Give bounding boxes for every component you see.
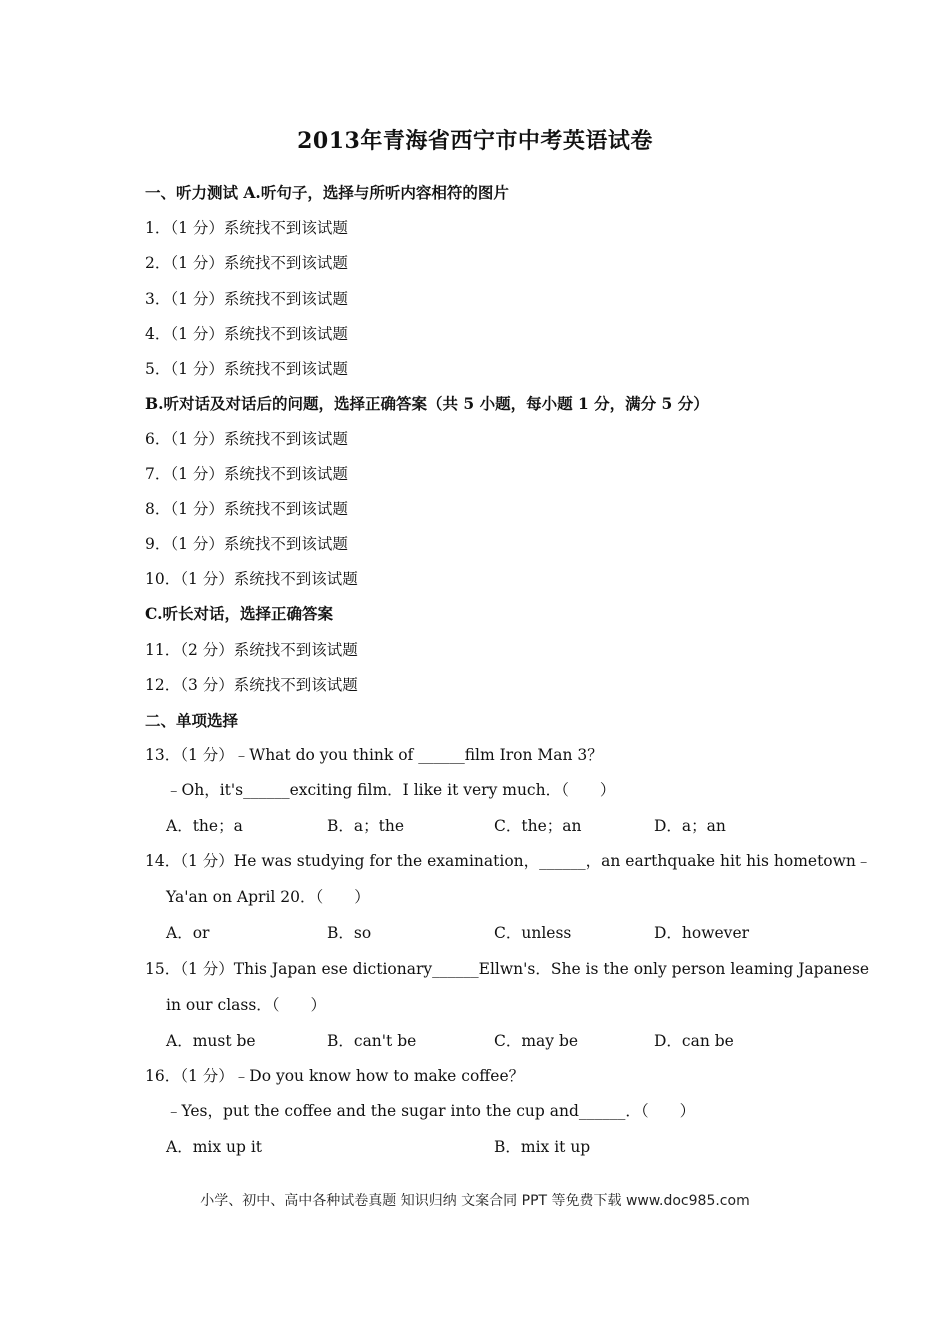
section-heading-listening-c: C.听长对话，选择正确答案 xyxy=(145,604,333,623)
question-3: 3．（1 分）系统找不到该试题 xyxy=(145,290,348,308)
question-13-stem-continued: ﹣Oh，it's______exciting film．I like it very much．（ ） xyxy=(166,781,616,799)
question-16-option-a: A．mix up it xyxy=(166,1138,263,1156)
question-15-option-a: A．must be xyxy=(166,1032,256,1050)
question-14-stem: 14．（1 分）He was studying for the examination，______，an earthquake hit his hometown﹣ xyxy=(145,852,872,870)
question-9: 9．（1 分）系统找不到该试题 xyxy=(145,535,348,553)
question-16-stem: 16．（1 分）﹣Do you know how to make coffee？ xyxy=(145,1067,525,1085)
question-16-option-b: B．mix it up xyxy=(494,1138,591,1156)
question-4: 4．（1 分）系统找不到该试题 xyxy=(145,325,348,343)
section-heading-listening-a: 一、听力测试 A.听句子，选择与所听内容相符的图片 xyxy=(145,183,509,202)
question-15-option-c: C．may be xyxy=(494,1032,579,1050)
question-14-option-b: B．so xyxy=(327,924,372,942)
question-14-option-c: C．unless xyxy=(494,924,572,942)
question-1: 1．（1 分）系统找不到该试题 xyxy=(145,219,348,237)
question-15-stem: 15．（1 分）This Japan ese dictionary______Ellwn's．She is the only person leaming Japanese xyxy=(145,960,870,978)
question-14-option-a: A．or xyxy=(166,924,210,942)
page-title: 2013年青海省西宁市中考英语试卷 xyxy=(297,128,653,154)
question-13-option-c: C．the；an xyxy=(494,817,582,835)
question-2: 2．（1 分）系统找不到该试题 xyxy=(145,254,348,272)
question-13-option-d: D．a；an xyxy=(654,817,726,835)
question-15-stem-continued: in our class．（ ） xyxy=(166,996,327,1014)
question-15-option-b: B．can't be xyxy=(327,1032,417,1050)
question-5: 5．（1 分）系统找不到该试题 xyxy=(145,360,348,378)
question-6: 6．（1 分）系统找不到该试题 xyxy=(145,430,348,448)
question-10: 10．（1 分）系统找不到该试题 xyxy=(145,570,358,588)
question-15-option-d: D．can be xyxy=(654,1032,734,1050)
question-13-option-b: B．a；the xyxy=(327,817,405,835)
question-8: 8．（1 分）系统找不到该试题 xyxy=(145,500,348,518)
section-heading-multiple-choice: 二、单项选择 xyxy=(145,711,239,730)
question-12: 12．（3 分）系统找不到该试题 xyxy=(145,676,358,694)
page-footer: 小学、初中、高中各种试卷真题 知识归纳 文案合同 PPT 等免费下载 www.doc985.com xyxy=(200,1193,750,1209)
question-14-stem-continued: Ya'an on April 20．（ ） xyxy=(166,888,370,906)
question-16-stem-continued: ﹣Yes，put the coffee and the sugar into the cup and______．（ ） xyxy=(166,1102,696,1120)
question-11: 11．（2 分）系统找不到该试题 xyxy=(145,641,358,659)
question-14-option-d: D．however xyxy=(654,924,750,942)
question-13-stem: 13．（1 分）﹣What do you think of ______film Iron Man 3？ xyxy=(145,746,603,764)
question-7: 7．（1 分）系统找不到该试题 xyxy=(145,465,348,483)
section-heading-listening-b: B.听对话及对话后的问题，选择正确答案（共 5 小题，每小题 1 分，满分 5 分） xyxy=(145,394,709,413)
question-13-option-a: A．the；a xyxy=(166,817,243,835)
